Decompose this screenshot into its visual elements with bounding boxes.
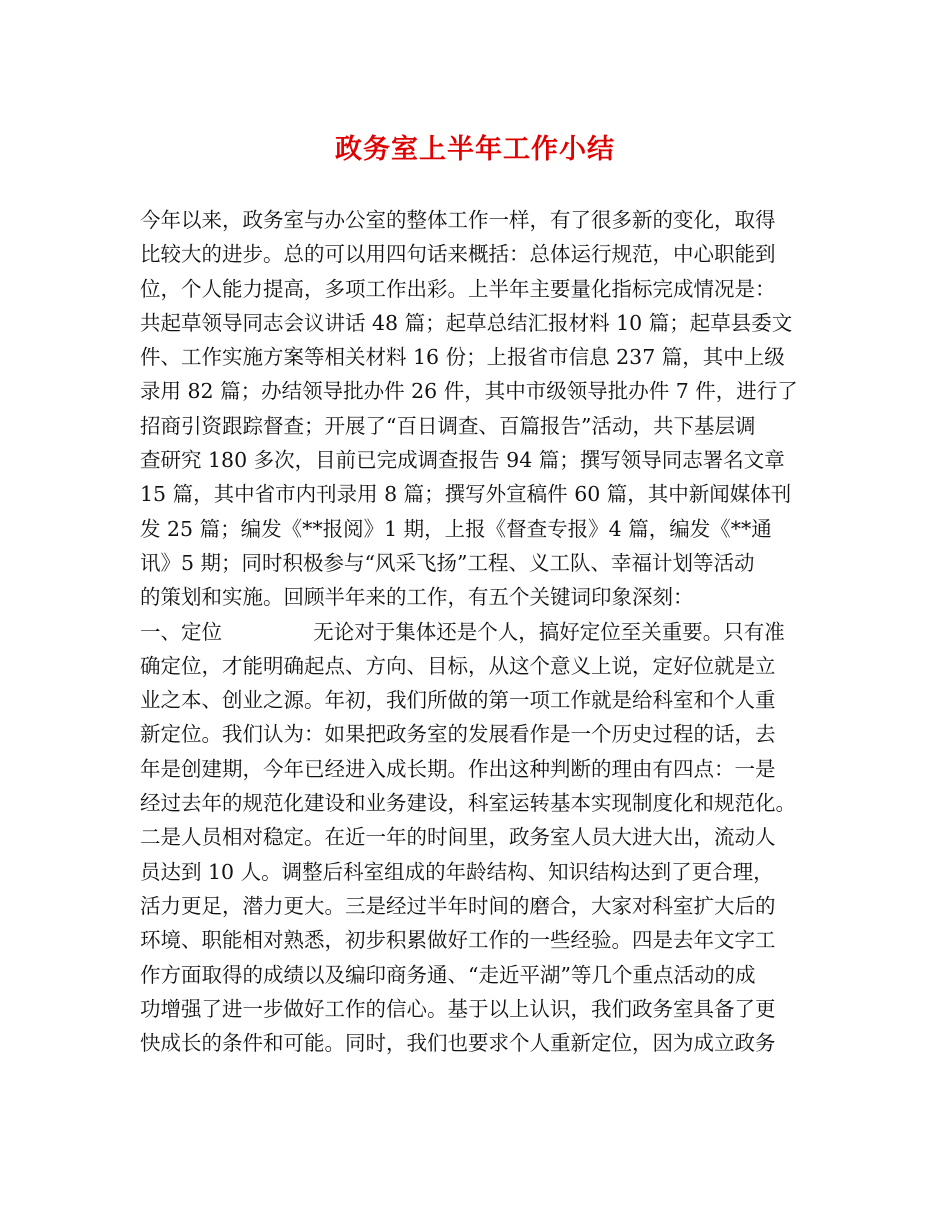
- body-line: 快成长的条件和可能。同时，我们也要求个人重新定位，因为成立政务: [140, 1031, 776, 1056]
- body-line: 件、工作实施方案等相关材料 16 份；上报省市信息 237 篇，其中上级: [140, 345, 785, 370]
- body-line: 今年以来，政务室与办公室的整体工作一样，有了很多新的变化，取得: [140, 208, 776, 232]
- body-line: 年是创建期，今年已经进入成长期。作出这种判断的理由有四点：一是: [140, 756, 776, 781]
- body-line: 15 篇，其中省市内刊录用 8 篇；撰写外宣稿件 60 篇，其中新闻媒体刊: [140, 482, 792, 507]
- body-line: 发 25 篇；编发《**报阅》1 期，上报《督查专报》4 篇，编发《**通: [140, 516, 772, 541]
- body-line: 位，个人能力提高，多项工作出彩。上半年主要量化指标完成情况是：: [140, 276, 776, 301]
- body-line: 确定位，才能明确起点、方向、目标，从这个意义上说，定好位就是立: [140, 653, 776, 678]
- body-line: 查研究 180 多次，目前已完成调查报告 94 篇；撰写领导同志署名文章: [140, 448, 785, 473]
- body-line: 讯》5 期；同时积极参与“风采飞扬”工程、义工队、幸福计划等活动: [140, 550, 755, 575]
- body-line: 业之本、创业之源。年初，我们所做的第一项工作就是给科室和个人重: [140, 688, 776, 713]
- body-line: 比较大的进步。总的可以用四句话来概括：总体运行规范，中心职能到: [140, 242, 776, 267]
- body-line: 员达到 10 人。调整后科室组成的年龄结构、知识结构达到了更合理，: [140, 859, 774, 884]
- body-line: 新定位。我们认为：如果把政务室的发展看作是一个历史过程的话，去: [140, 722, 776, 747]
- body-line: 的策划和实施。回顾半年来的工作，有五个关键词印象深刻：: [140, 585, 694, 610]
- body-line: 招商引资跟踪督查；开展了“百日调查、百篇报告”活动，共下基层调: [140, 413, 756, 438]
- body-line: 一、定位 无论对于集体还是个人，搞好定位至关重要。只有准: [140, 619, 785, 644]
- body-line: 环境、职能相对熟悉，初步积累做好工作的一些经验。四是去年文字工: [140, 928, 776, 953]
- body-line: 共起草领导同志会议讲话 48 篇；起草总结汇报材料 10 篇；起草县委文: [140, 310, 793, 335]
- body-line: 二是人员相对稳定。在近一年的时间里，政务室人员大进大出，流动人: [140, 825, 776, 850]
- document-body: [140, 203, 840, 1060]
- body-line: 经过去年的规范化建设和业务建设，科室运转基本实现制度化和规范化。: [140, 791, 796, 816]
- body-line: 活力更足，潜力更大。三是经过半年时间的磨合，大家对科室扩大后的: [140, 893, 776, 918]
- document-title: 政务室上半年工作小结: [335, 134, 615, 165]
- body-line: 录用 82 篇；办结领导批办件 26 件，其中市级领导批办件 7 件，进行了: [140, 379, 798, 404]
- body-line: 作方面取得的成绩以及编印商务通、“走近平湖”等几个重点活动的成: [140, 962, 756, 987]
- body-line: 功增强了进一步做好工作的信心。基于以上认识，我们政务室具备了更: [140, 996, 776, 1021]
